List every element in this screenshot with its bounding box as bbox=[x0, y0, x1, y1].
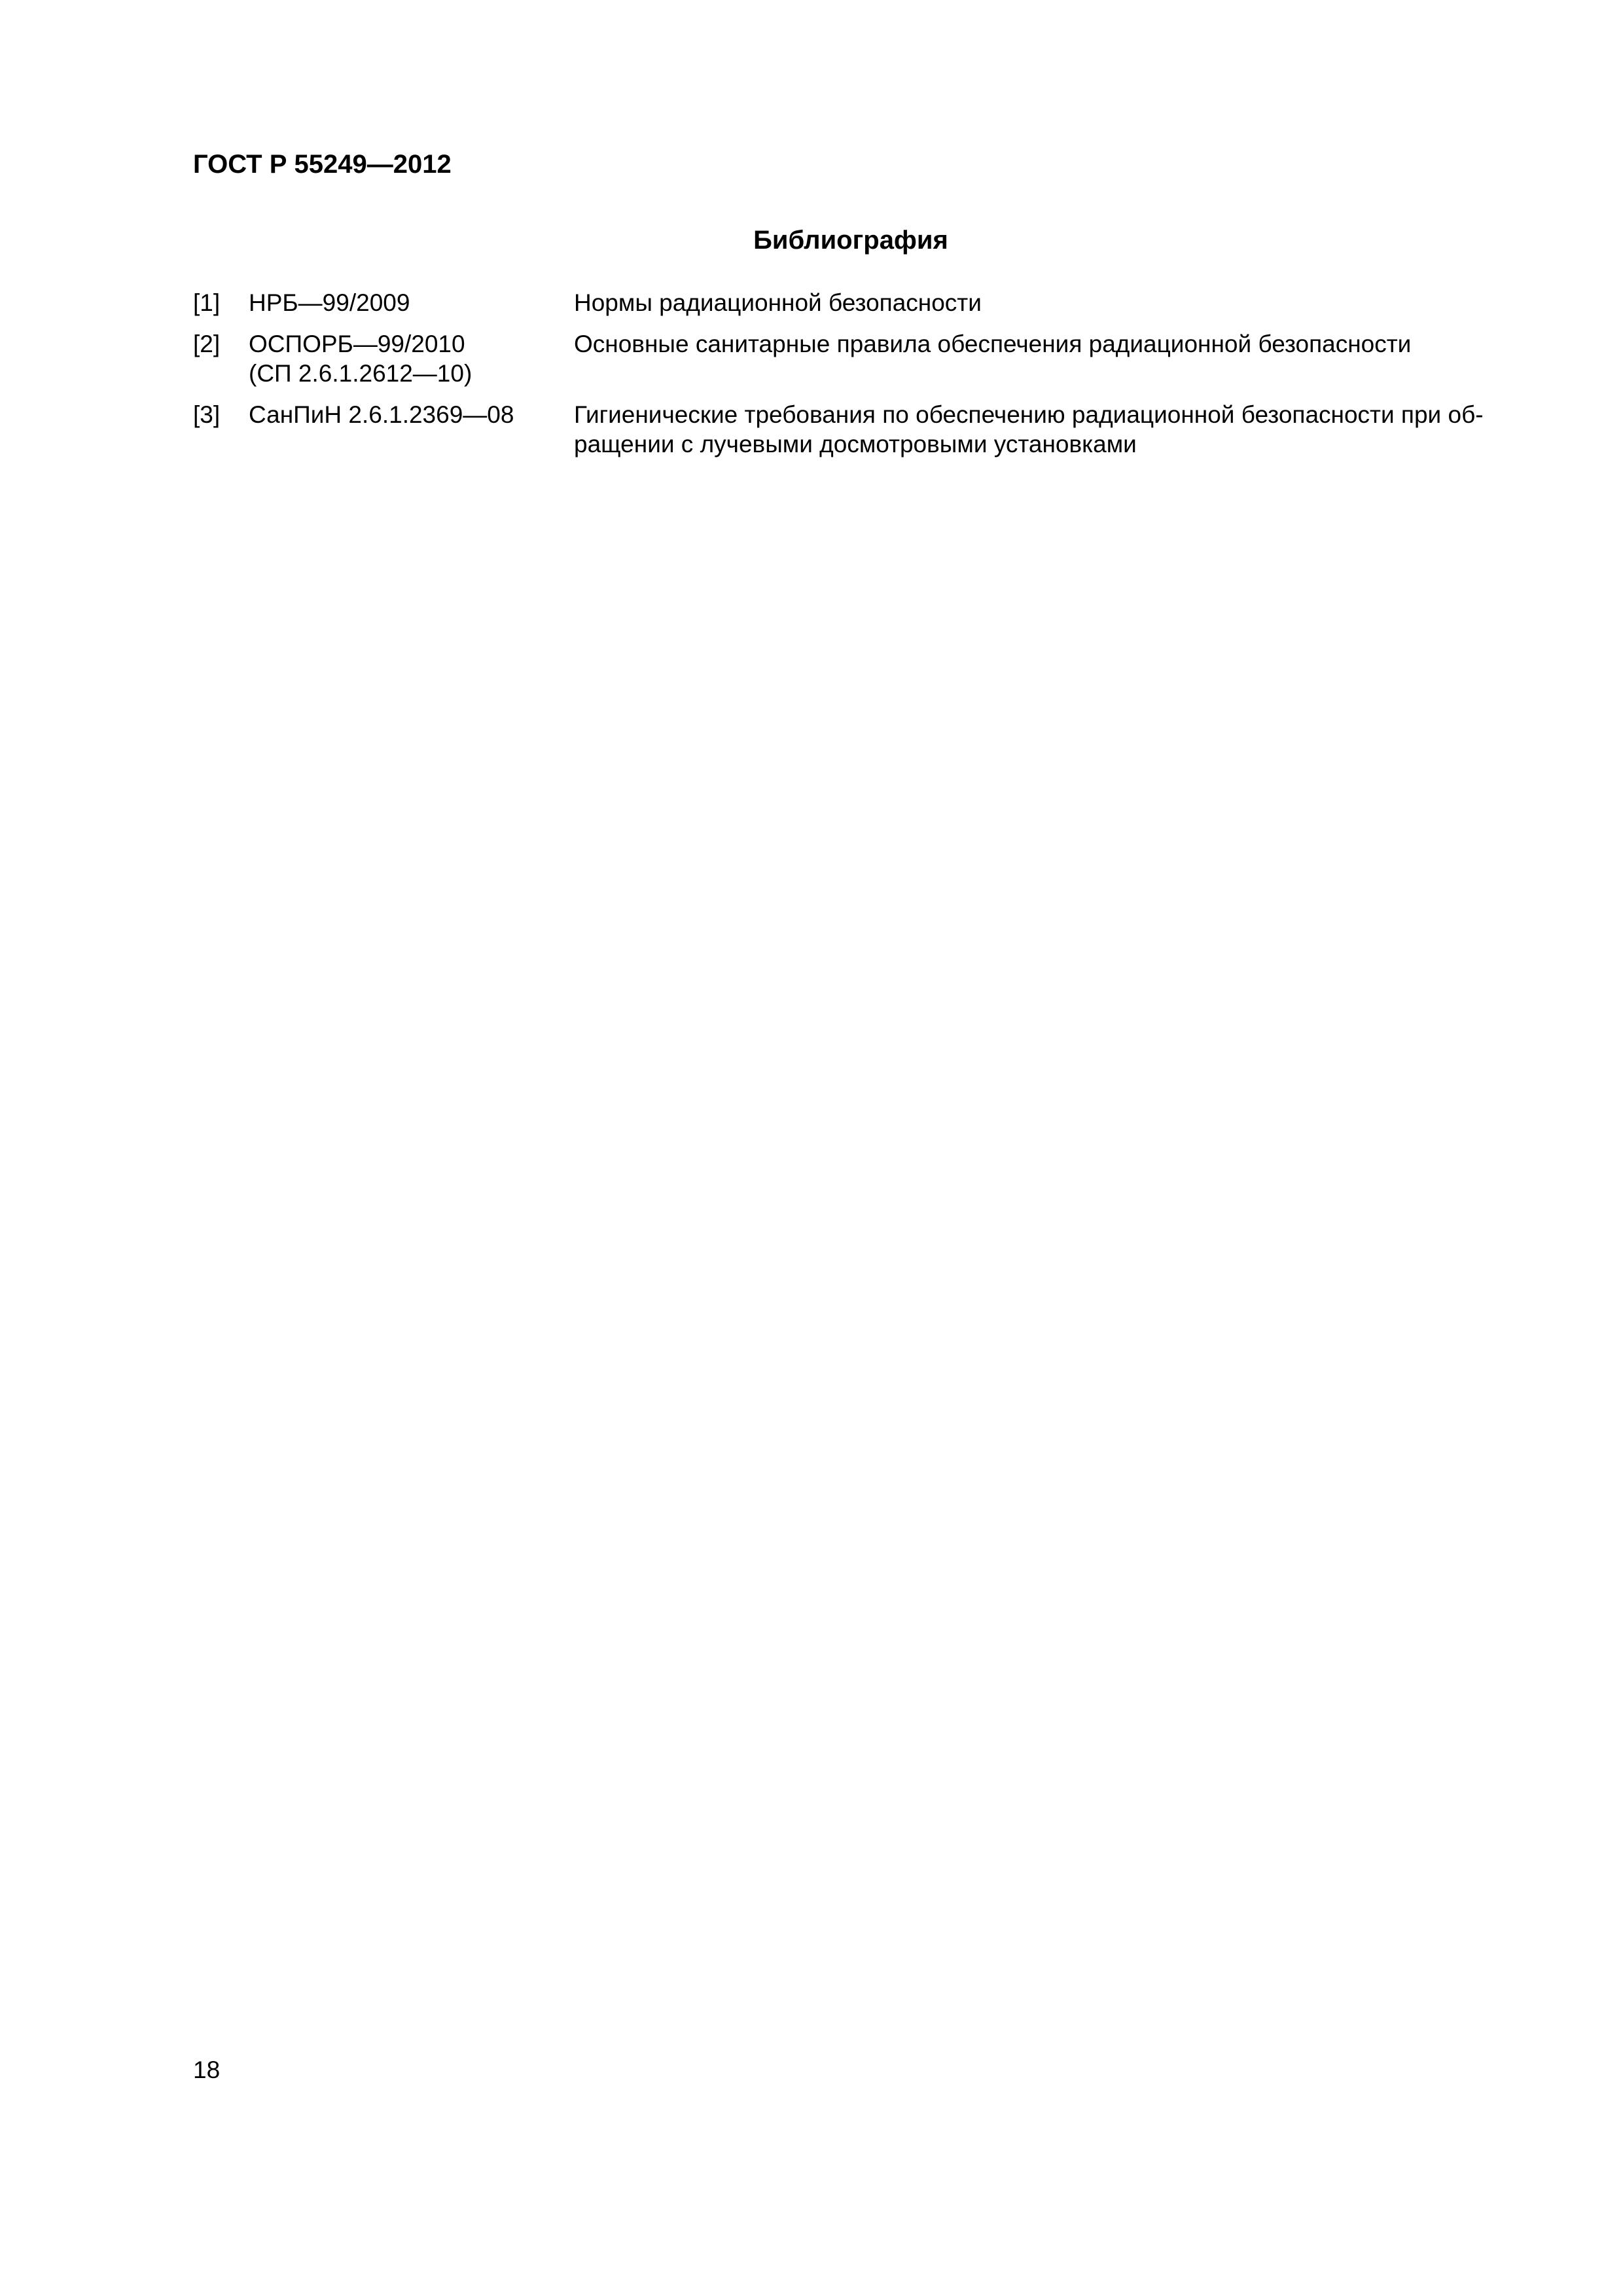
bibliography-list bbox=[193, 288, 1528, 459]
bibliography-entry-1 bbox=[193, 288, 1528, 317]
bibliography-entry-reference: СанПиН 2.6.1.2369—08 bbox=[249, 401, 514, 428]
bibliography-entry-description: Нормы радиационной безопасности bbox=[574, 289, 982, 316]
document-code-header: ГОСТ Р 55249—2012 bbox=[193, 150, 452, 179]
bibliography-entry-description: Основные санитарные правила обеспечения радиационной безопасности bbox=[574, 331, 1412, 357]
bibliography-entry-3 bbox=[193, 400, 1528, 459]
bibliography-entry-description: Гигиенические требования по обеспечению радиационной безопасности при об- ращении с лучевыми досмотровыми установками bbox=[574, 401, 1484, 457]
bibliography-entry-number: [3] bbox=[193, 401, 221, 428]
bibliography-entry-2 bbox=[193, 329, 1528, 388]
bibliography-entry-number: [2] bbox=[193, 331, 221, 357]
bibliography-entry-reference: НРБ—99/2009 bbox=[249, 289, 410, 316]
section-title: Библиография bbox=[753, 226, 948, 255]
bibliography-entry-number: [1] bbox=[193, 289, 221, 316]
page-number: 18 bbox=[193, 2056, 221, 2083]
bibliography-entry-reference: ОСПОРБ—99/2010 (СП 2.6.1.2612—10) bbox=[249, 331, 473, 387]
